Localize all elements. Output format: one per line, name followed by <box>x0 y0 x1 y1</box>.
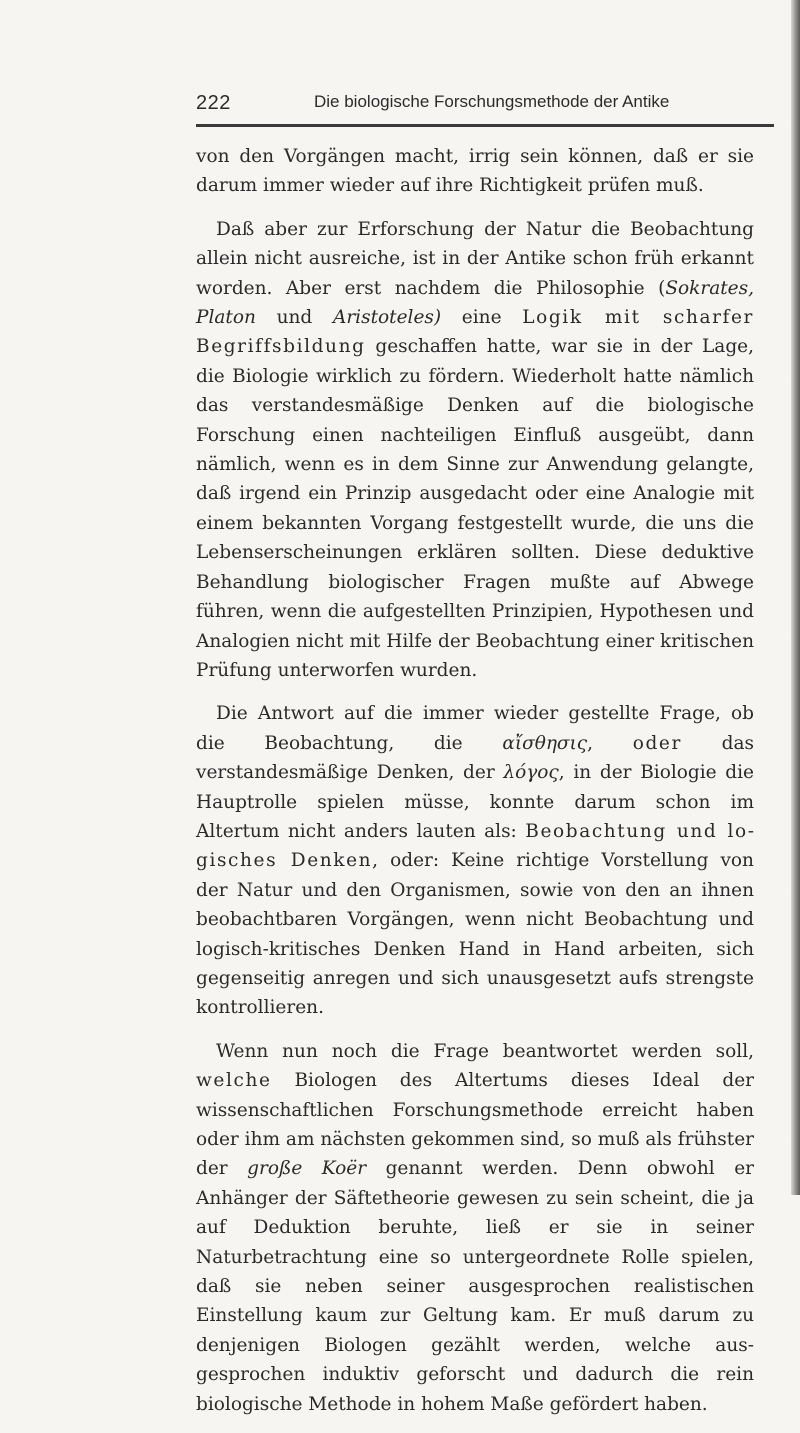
p2-text-c: und <box>255 307 333 329</box>
p4-koer-emphasis: große Koër <box>247 1158 367 1180</box>
paragraph-1-text: von den Vorgängen macht, irrig sein können, daß er sie darum immer wieder auf ihre Richtigkeit prüfen muß. <box>196 146 754 197</box>
p3-text-e: , in der Biologie die Hauptrolle spielen müsse, konnte darum schon im Altertum nicht anders lauten als: <box>196 762 754 842</box>
p3-text-d: das verstandesmäßige Denken, der <box>196 732 754 784</box>
p4-spaced-welche: welche <box>196 1070 272 1092</box>
page-header <box>196 88 774 118</box>
p4-text-c: Biologen des Altertums dieses Ideal der wissenschaftlichen Forschungsmethode erreicht haben oder ihm am nächsten gekommen sind, so muß als frühster der <box>196 1070 754 1180</box>
p3-text-b: , <box>587 732 633 754</box>
page-edge-shadow <box>791 0 800 1195</box>
running-head: Die biologische Forschungsmethode der Antike <box>314 92 670 111</box>
p2-aristoteles-emphasis: Aristoteles) <box>332 307 442 329</box>
paragraph-3 <box>196 699 754 1022</box>
p4-text-e: genannt werden. Denn obwohl er Anhänger der Säftetheorie gewesen zu sein scheint, die ja auf Deduktion beruhte, ließ er sie in seiner Naturbetrachtung eine so untergeordnete Rolle spielen, daß sie neben seiner ausgesprochen realistischen Einstellung kaum zur Geltung kam. Er muß darum zu denjenigen Biologen gezählt werden, welche ausgesprochen induktiv geforscht und dadurch die rein biologische Methode in hohem Maße gefördert haben. <box>196 1158 755 1415</box>
header-rule <box>196 124 774 127</box>
p3-text-g: , oder: Keine richtige Vorstellung von der Natur und den Organismen, sowie von den an ihnen beobachtbaren Vorgängen, wenn nicht Beobachtung und logisch-kritisches Denken Hand in Hand arbeiten, sich gegenseitig anregen und sich unausgesetzt aufs strengste kontrollieren. <box>196 850 754 1019</box>
p4-text-a: Wenn nun noch die Frage beantwortet werden soll, <box>216 1040 754 1062</box>
paragraph-1 <box>196 142 754 201</box>
paragraph-4 <box>196 1037 754 1419</box>
p2-text-a: Daß aber zur Erforschung der Natur die Beobachtung allein nicht ausreiche, ist in der Antike schon früh erkannt worden. Aber erst nachdem die Philosophie ( <box>196 218 754 299</box>
p2-names-emphasis: Sokrates, Platon <box>196 277 754 329</box>
p3-greek-logos: λόγος <box>503 762 559 784</box>
p3-greek-aisthesis: αἴσθησις <box>502 732 588 754</box>
page-number: 222 <box>196 92 231 114</box>
paragraph-2 <box>196 215 754 686</box>
p2-spaced-emphasis: Logik mit scharfer Begriffsbildung <box>196 307 754 358</box>
body-text <box>196 142 754 1433</box>
p3-text-a: Die Antwort auf die immer wieder gestellte Frage, ob die Beobachtung, die <box>196 703 754 754</box>
p2-text-e: eine <box>441 307 523 329</box>
p3-spaced-oder: oder <box>632 732 682 754</box>
p2-text-g: geschaffen hatte, war sie in der Lage, die Biologie wirklich zu fördern. Wiederholt hatte nämlich das verstandesmäßige Denken auf die biologische Forschung einen nachteiligen Einfluß ausgeübt, dann nämlich, wenn es in dem Sinne zur Anwendung gelangte, daß irgend ein Prinzip ausgedacht oder eine Analogie mit einem bekannten Vorgang festgestellt wurde, die uns die Lebenserscheinungen erklären sollten. Diese deduktive Behandlung biologischer Fragen mußte auf Abwege führen, wenn die aufgestellten Prinzipien, Hypothesen und Analogien nicht mit Hilfe der Beobachtung einer kritischen Prüfung unterworfen wurden. <box>196 336 754 681</box>
p3-spaced-emphasis: Beobachtung und logisches Denken <box>196 820 754 872</box>
